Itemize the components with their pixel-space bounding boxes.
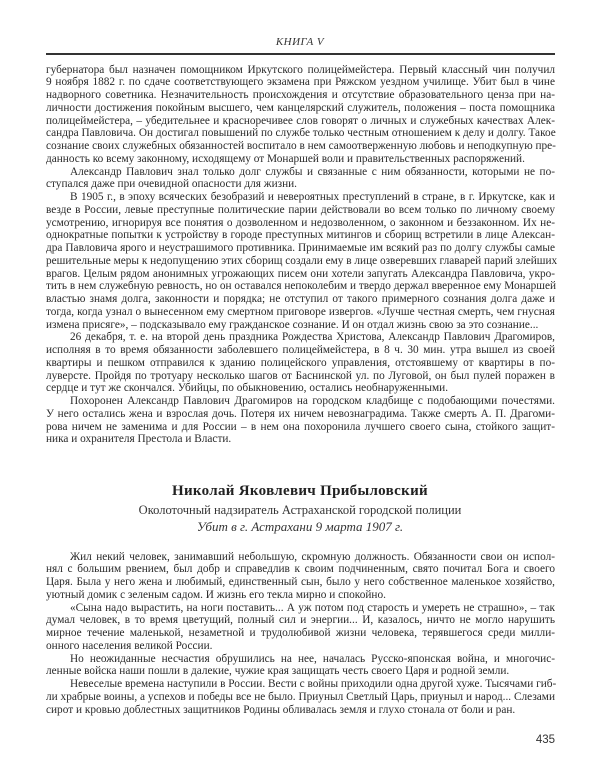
text-line: Невеселые времена наступили в России. Вести с войны приходили одна другой хуже. Тысячами гиб- [70,678,557,690]
article-subtitle: Околоточный надзиратель Астраханской городской полиции [138,503,462,517]
header-rule [46,53,555,55]
text-line: нял с большим рвением, был добр и справедлив к своим подчиненным, свято почитал Бога и своего [46,563,555,576]
text-line: ли храбрые воины, а успехов и победы все не было. Приуныл Светлый Царь, приуныл и народ... Слезами [46,690,555,703]
text-line: данность ко всему законному, исходящему от Монаршей воли и правительственных распоряжений. [46,152,525,165]
paragraph [46,395,555,446]
running-head: КНИГА V [275,36,325,48]
text-line: решительные меры к недопущению этих сборищ создали ему в лице озверевших главарей парий злейших [46,254,558,267]
paragraph [46,166,555,192]
text-line: личности достижения покойным высшего, чем канцелярский служитель, положения – поста помощника [46,101,555,114]
article-pribylovsky-body [46,551,555,717]
text-line: 26 декабря, т. е. на второй день праздника Рождества Христова, Александр Павлович Драгомиров, [70,331,555,344]
paragraph [46,602,555,653]
text-line: измена присяге», – подсказывало ему гражданское сознание. И он отдал жизнь свою за это сознание... [46,318,539,331]
text-line: сознание своих служебных обязанностей воспитало в нем самоотверженную любовь и неподкупную пре- [46,140,556,152]
paragraph [46,331,555,395]
text-line: ступался даже при очевидной опасности для жизни. [46,178,297,191]
text-line: рова ничем не заменима и для России – в нем она похоронила лучшего своего сына, стойкого защит- [46,420,555,433]
paragraph [46,653,555,679]
text-line: квартиры и пешком отправился к зданию полицейского управления, отстоявшему от квартиры в по- [46,356,555,369]
paragraph [46,551,555,602]
text-line: тогда, когда узнал о вынесенном ему смертном приговоре извергов. «Лучше честная смерть, чем гнусная [46,305,555,318]
text-line: губернатора был назначен помощником Иркутского полицеймейстера. Первый классный чин получил [46,63,555,76]
paragraph [46,64,555,166]
text-line: исполняя в то время обязанности заболевшего полицеймейстера, в 8 ч. 30 мин. утра вышел из своей [46,344,555,356]
article-death-date: Убит в г. Астрахани 9 марта 1907 г. [196,519,404,534]
text-line: полицеймейстера, – убедительнее и красноречивее слов говорят о личных и служебных качествах Алек- [46,114,555,127]
text-line: уютный домик с зеленым садом. И жизнь его текла мирно и спокойно. [46,588,386,601]
text-line: дра Павловича ярого и неустрашимого противника. Принимаемые им всякий раз по долгу службы самые [46,242,555,254]
text-line: усмотрению, игнорируя все понятия о дозволенном и недозволенном, о законном и беззаконном. Их не- [46,216,555,229]
text-line: надворного советника. Незначительность происхождения и отсутствие образовательного ценза при на- [46,89,555,101]
text-line: тить в нем служебную ревность, но он оставался непоколебим и твердо держал вверенное ему Монаршей [46,280,557,293]
text-line: врагов. Целым рядом анонимных угрожающих писем они хотели запугать Александра Павловича, укро- [46,267,555,280]
text-line: Царя. Была у него жена и любимый, единственный сын, было у него собственное маленькое хозяйство, [46,576,555,588]
text-line: онного населения великой России. [46,639,213,652]
text-line: Жил некий человек, занимавший небольшую, скромную должность. Обязанности свои он испол- [70,550,555,563]
paragraph [46,678,555,716]
paragraph [46,191,558,331]
text-line: Но неожиданные несчастия обрушились на нее, началась Русско-японская война, и многочис- [70,652,555,665]
text-line: мирное течение маленькой, незаметной и трудолюбивой жизни человека, терявшегося среди милли- [46,627,555,639]
text-line: 9 ноября 1882 г. по сдаче соответствующего экзамена при Ряжском уездном училище. Убит был в чине [46,76,555,89]
text-line: У него остались жена и взрослая дочь. Потеря их ничем невознаградима. Также смерть А. П. Драгоми- [46,407,555,420]
text-line: сердце и тут же скончался. Убийцы, по обыкновению, остались необнаруженными. [46,382,449,395]
text-line: В 1905 г., в эпоху всяческих безобразий и невероятных преступлений в стране, в г. Иркутске, как и [70,191,555,203]
text-line: Александр Павлович знал только долг службы и связанные с ним обязанности, которыми не по- [70,165,555,178]
text-line: властью знамя долга, законности и порядка; не отступил от такого примерного сознания долга даже и [46,293,555,305]
text-line: однократные попытки к устройству в городе преступных митингов и сборищ встретили в лице Алексан- [46,229,555,242]
page-number: 435 [535,734,555,746]
text-line: везде в России, левые преступные политические парии действовали во всем только по личному своему [46,203,555,216]
text-line: думал человек, в то время цветущий, полный сил и энергии... И, казалось, ничто не могло нарушить [46,614,555,627]
text-line: Похоронен Александр Павлович Драгомиров на городском кладбище с подобающими почестями. [70,395,555,407]
text-line: «Сына надо вырастить, на ноги поставить... А уж потом под старость и умереть не страшно», – так [70,601,555,614]
text-line: сандра Павловича. Он достигал повышений по службе только честным отношением к делу и долгу. Такое [46,127,556,140]
text-line: луверсте. Пройдя по тротуару несколько шагов от Баснинской ул. по Луговой, он был пулей поражен в [46,369,555,382]
article-dragomirov-body [46,63,558,447]
text-line: ленные войска наши пошли в далекие, чужие края защищать честь своего Царя и родной земли. [46,665,510,678]
article-title: Николай Яковлевич Прибыловский [172,483,428,499]
text-line: сирот и кровью доблестных защитников Родины обливалась земля и глухо стонала от боли и ран. [46,703,516,716]
text-line: ника и охранителя Престола и Власти. [46,433,232,446]
